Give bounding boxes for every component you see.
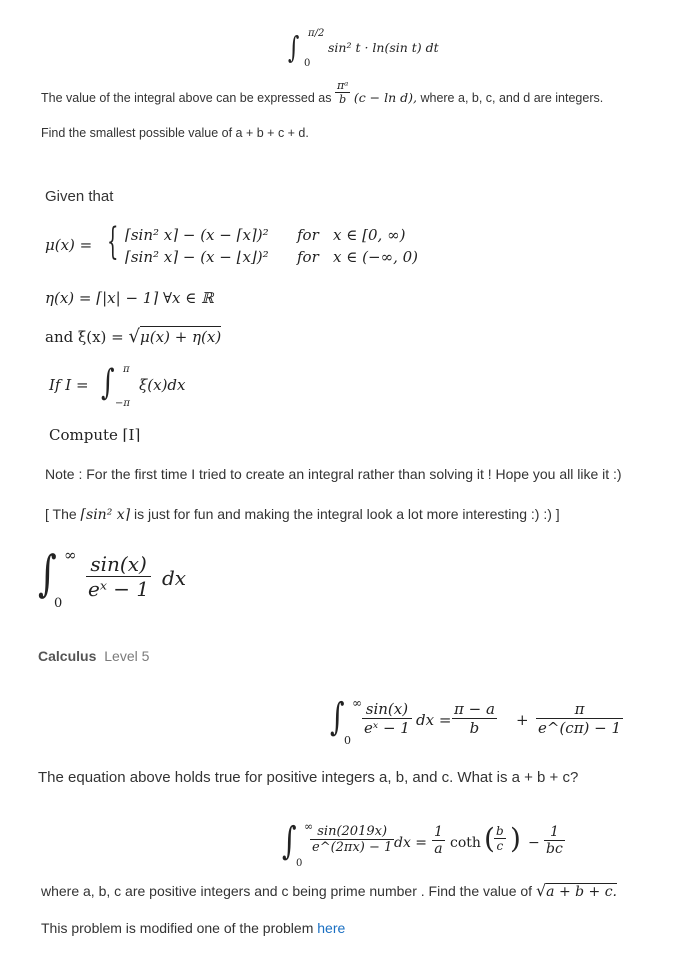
mu-case1: ⌈sin² x⌉ − (x − ⌈x⌉)²	[125, 226, 269, 244]
problem3-question: The equation above holds true for positive integers a, b, and c. What is a + b + c?	[38, 769, 579, 786]
integral-upper-limit: π/2	[308, 28, 325, 39]
integral-sign: ∫	[330, 694, 345, 739]
integral-lower-limit: 0	[304, 58, 311, 69]
problem3-equation: ∫ ∞ 0 $\frac{\sin(x)}{\text{eˣ − 1}}$ dx = $\frac{\pi - a}{b}$ + $\frac{\pi}{e\^{}(c\pi) - 1}$	[330, 694, 622, 747]
mu-definition: μ(x) = { ⌈sin² x⌉ − (x − ⌈x⌉)² for x ∈ [0, ∞) ⌈sin² x⌉ − (x − ⌊x⌋)² for x ∈ (−∞, 0)	[45, 220, 419, 266]
problem1-integral	[288, 28, 488, 68]
integrand: sin² t · ln(sin t) dt	[328, 40, 439, 55]
sqrt-sign: √	[535, 881, 547, 900]
mu-case2-condition: for x ∈ (−∞, 0)	[297, 248, 419, 266]
pi-a-over-b: $\frac{\text{πᵃ}}{b}$	[336, 79, 349, 107]
mu-case1-condition: for x ∈ [0, ∞)	[297, 226, 406, 244]
problem4-equation: ∫ ∞ 0 $\frac{\sin(2019x)}{e\^{}(2\pi x) - 1}$ dx = $\frac{1}{a}$ coth ( $\frac{b}{c}$ ) − $\frac{1}{bc}$	[282, 818, 563, 869]
left-brace: {	[107, 220, 119, 265]
left-paren: (	[484, 822, 495, 855]
problem1-question: Find the smallest possible value of a + b + c + d.	[41, 126, 309, 140]
category-label[interactable]: Calculus	[38, 648, 97, 664]
level-label: Level 5	[104, 648, 150, 664]
mu-case2: ⌈sin² x⌉ − (x − ⌊x⌋)²	[125, 248, 269, 266]
note-text: Note : For the first time I tried to create an integral rather than solving it ! Hope you all like it :)	[45, 466, 622, 482]
integral-sign: ∫	[101, 362, 115, 404]
problem1-statement: The value of the integral above can be expressed as $\frac{\text{πᵃ}}{b}$ (c − ln d), where a, b, c, and d are integers.	[41, 79, 604, 107]
xi-definition: and ξ(x) = √μ(x) + η(x)	[45, 326, 222, 347]
integral-sign: ∫	[288, 31, 300, 66]
problem3-title-integral: ∫ ∞ 0 $\frac{\sin(x)}{\text{eˣ − 1}}$ dx	[38, 546, 187, 611]
right-paren: )	[510, 822, 521, 855]
integral-sign: ∫	[282, 818, 297, 863]
problem4-source: This problem is modified one of the problem here	[41, 920, 346, 936]
if-I-integral: If I = ∫ π −π ξ(x)dx	[49, 362, 186, 409]
integral-sign: ∫	[38, 546, 57, 603]
compute-label: Compute ⌈I⌉	[49, 426, 141, 444]
problem4-statement: where a, b, c are positive integers and c being prime number . Find the value of √a + b + c.	[41, 881, 618, 900]
problem3-meta	[38, 648, 149, 664]
sqrt-sign: √	[128, 326, 141, 347]
given-label: Given that	[45, 188, 114, 205]
eta-definition: η(x) = ⌈|x| − 1⌉ ∀x ∈ ℝ	[45, 289, 214, 307]
fun-note: [ The ⌈sin² x⌉ is just for fun and making the integral look a lot more interesting :) :) ]	[45, 506, 560, 523]
here-link[interactable]: here	[317, 920, 346, 936]
xi-sqrt-content: μ(x) + η(x)	[140, 328, 222, 346]
